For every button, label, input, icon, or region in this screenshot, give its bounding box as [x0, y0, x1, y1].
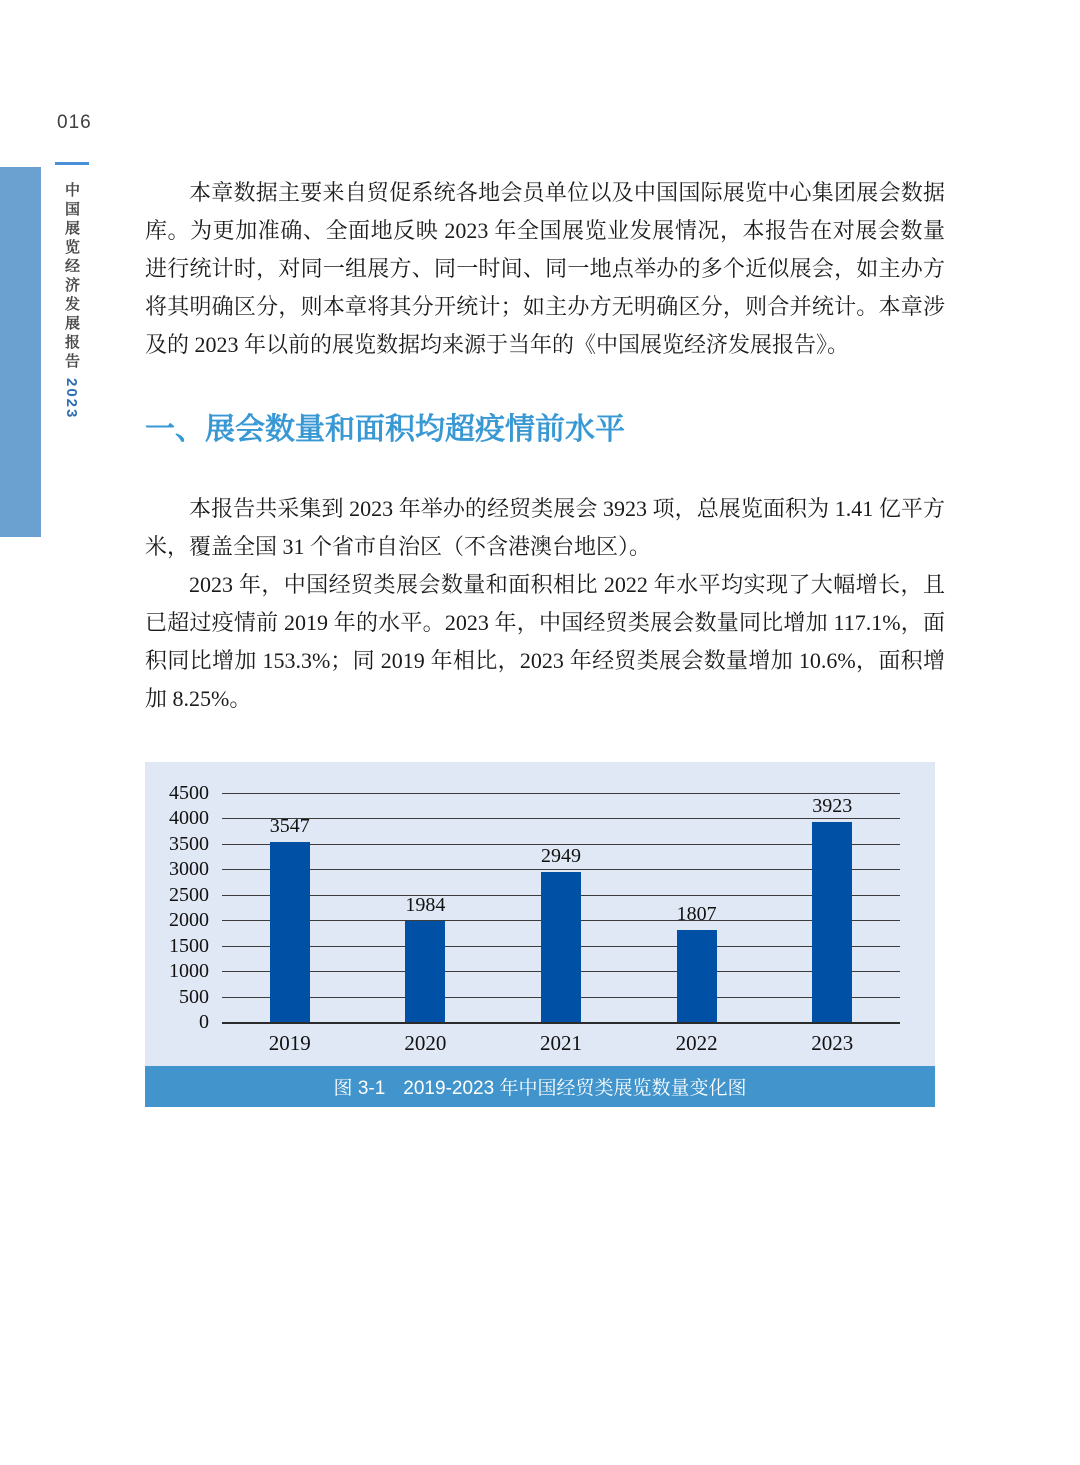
bar-value-2020: 1984: [405, 894, 446, 917]
paragraph-collect: 本报告共采集到 2023 年举办的经贸类展会 3923 项，总展览面积为 1.41 亿平方米，覆盖全国 31 个省市自治区（不含港澳台地区）。: [145, 496, 945, 559]
y-axis-tick-3000: 3000: [169, 858, 209, 881]
bar-2022: [677, 930, 717, 1022]
chart-caption-label: 图 3-1: [333, 1078, 386, 1099]
y-axis-tick-1500: 1500: [169, 934, 209, 957]
page-number: 016: [57, 112, 92, 133]
bar-2020: [405, 921, 445, 1022]
chart-figure: [145, 762, 935, 1107]
bar-2021: [541, 872, 581, 1022]
section-heading: 一、展会数量和面积均超疫情前水平: [145, 413, 625, 446]
intro-paragraph: 本章数据主要来自贸促系统各地会员单位以及中国国际展览中心集团展会数据库。为更加准确、全面地反映 2023 年全国展览业发展情况，本报告在对展会数量进行统计时，对同一组展方、同一时间、同一地点举办的多个近似展会，如主办方将其明确区分，则本章将其分开统计；如主办方无明确区分，则合并统计。本章涉及的 2023 年以前的展览数据均来源于当年的《中国展览经济发展报告》。: [145, 180, 945, 357]
bar-value-2022: 1807: [676, 903, 717, 926]
y-axis-tick-4500: 4500: [169, 782, 209, 804]
chart-panel: [145, 762, 935, 1066]
bar-2019: [270, 842, 310, 1023]
side-spine-year: 2023: [63, 378, 80, 420]
chart-caption-bar: [145, 1066, 935, 1107]
chart-caption-title: 2019-2023 年中国经贸类展览数量变化图: [403, 1078, 747, 1099]
y-axis-tick-2500: 2500: [169, 883, 209, 906]
x-axis-tick-2019: 2019: [268, 1031, 311, 1055]
y-axis-tick-3500: 3500: [169, 832, 209, 855]
x-axis-tick-2020: 2020: [404, 1031, 447, 1055]
gridline-0: [222, 1022, 900, 1024]
x-axis-tick-2022: 2022: [675, 1031, 718, 1055]
x-axis-tick-2023: 2023: [811, 1031, 854, 1055]
side-spine-title: [56, 182, 86, 419]
y-axis-tick-2000: 2000: [169, 909, 209, 932]
y-axis-tick-1000: 1000: [169, 960, 209, 983]
y-axis-tick-0: 0: [199, 1011, 209, 1033]
side-spine-title-text: 中国展览经济发展报告: [63, 182, 80, 372]
gridline-4500: [222, 793, 900, 794]
y-axis-tick-500: 500: [179, 985, 209, 1008]
bar-value-2023: 3923: [812, 795, 853, 818]
bar-value-2021: 2949: [541, 844, 581, 867]
bar-2023: [812, 822, 852, 1022]
x-axis-tick-2021: 2021: [540, 1031, 582, 1055]
page-content: [145, 174, 945, 1107]
header-rule-divider: [55, 162, 89, 165]
bar-value-2019: 3547: [269, 814, 310, 837]
chart-plot: [222, 793, 900, 1022]
paragraph-growth: 2023 年，中国经贸类展会数量和面积相比 2022 年水平均实现了大幅增长，且已超过疫情前 2019 年的水平。2023 年，中国经贸类展会数量同比增加 117.1%，面积同比增加 153.3%；同 2019 年相比，2023 年经贸类展会数量增加 10.6%，面积增加 8.25%。: [145, 572, 945, 711]
side-band-decoration: [0, 167, 41, 537]
gridline-3000: [222, 869, 900, 870]
y-axis-tick-4000: 4000: [169, 807, 209, 830]
